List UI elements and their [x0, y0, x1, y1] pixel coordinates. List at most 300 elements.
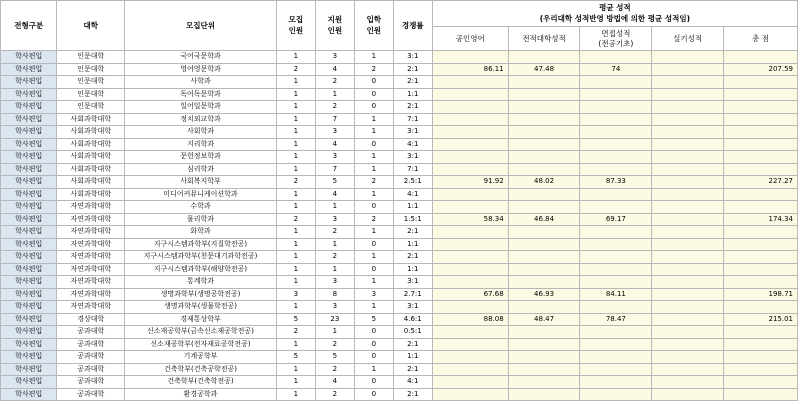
cell-unit: 건축학부(건축공학전공) [125, 363, 277, 376]
cell-type: 학사편입 [1, 376, 57, 389]
cell-quota: 1 [276, 101, 315, 114]
table-row [1, 263, 798, 276]
cell-interview: 78.47 [580, 313, 652, 326]
cell-college: 자연과학대학 [57, 301, 125, 314]
cell-college: 공과대학 [57, 363, 125, 376]
cell-college: 공과대학 [57, 388, 125, 401]
cell-interview [580, 238, 652, 251]
cell-english [432, 151, 508, 164]
cell-practical [652, 263, 724, 276]
cell-interview [580, 338, 652, 351]
cell-prev-gpa: 46.93 [508, 288, 580, 301]
cell-quota: 1 [276, 151, 315, 164]
cell-practical [652, 388, 724, 401]
cell-interview [580, 351, 652, 364]
table-row [1, 151, 798, 164]
table-row [1, 351, 798, 364]
header-admitted-line1: 입학 [366, 15, 382, 25]
cell-ratio: 3:1 [393, 276, 432, 289]
cell-prev-gpa [508, 138, 580, 151]
cell-unit: 신소재공학부(금속신소재공학전공) [125, 326, 277, 339]
cell-unit: 지구시스템과학부(지질학전공) [125, 238, 277, 251]
cell-prev-gpa [508, 338, 580, 351]
cell-practical [652, 226, 724, 239]
cell-type: 학사편입 [1, 351, 57, 364]
table-row [1, 188, 798, 201]
cell-quota: 1 [276, 113, 315, 126]
cell-total [724, 301, 798, 314]
cell-english [432, 263, 508, 276]
cell-practical [652, 238, 724, 251]
cell-interview [580, 388, 652, 401]
cell-interview: 74 [580, 63, 652, 76]
cell-college: 자연과학대학 [57, 213, 125, 226]
cell-quota: 1 [276, 376, 315, 389]
header-average-scores [432, 1, 797, 27]
cell-total [724, 338, 798, 351]
cell-quota: 1 [276, 388, 315, 401]
cell-ratio: 3:1 [393, 51, 432, 64]
cell-applicants: 1 [315, 201, 354, 214]
cell-total: 174.34 [724, 213, 798, 226]
cell-total [724, 163, 798, 176]
cell-prev-gpa [508, 88, 580, 101]
cell-total [724, 138, 798, 151]
cell-type: 학사편입 [1, 238, 57, 251]
cell-college: 인문대학 [57, 76, 125, 89]
cell-admitted: 1 [354, 51, 393, 64]
table-body [1, 51, 798, 401]
header-interview-line1: 면접성적 [601, 29, 631, 39]
cell-english [432, 101, 508, 114]
cell-type: 학사편입 [1, 313, 57, 326]
cell-type: 학사편입 [1, 176, 57, 189]
cell-applicants: 2 [315, 251, 354, 264]
cell-college: 사회과학대학 [57, 188, 125, 201]
cell-total [724, 101, 798, 114]
cell-college: 자연과학대학 [57, 238, 125, 251]
cell-type: 학사편입 [1, 201, 57, 214]
header-ratio: 경쟁률 [393, 1, 432, 51]
cell-practical [652, 326, 724, 339]
cell-type: 학사편입 [1, 226, 57, 239]
cell-interview [580, 113, 652, 126]
cell-quota: 1 [276, 301, 315, 314]
cell-applicants: 5 [315, 176, 354, 189]
cell-practical [652, 288, 724, 301]
cell-college: 사회과학대학 [57, 176, 125, 189]
cell-ratio: 1:1 [393, 88, 432, 101]
cell-english [432, 138, 508, 151]
cell-prev-gpa [508, 238, 580, 251]
cell-admitted: 0 [354, 101, 393, 114]
cell-type: 학사편입 [1, 101, 57, 114]
cell-total [724, 388, 798, 401]
cell-admitted: 2 [354, 63, 393, 76]
cell-quota: 2 [276, 326, 315, 339]
cell-ratio: 2:1 [393, 76, 432, 89]
header-quota [276, 1, 315, 51]
cell-unit: 환경공학과 [125, 388, 277, 401]
cell-unit: 지구시스템과학부(해양학전공) [125, 263, 277, 276]
cell-ratio: 1:1 [393, 201, 432, 214]
cell-admitted: 2 [354, 213, 393, 226]
header-interview-line2: (전공기초) [598, 38, 634, 48]
cell-applicants: 3 [315, 276, 354, 289]
cell-applicants: 4 [315, 376, 354, 389]
cell-total: 198.71 [724, 288, 798, 301]
cell-college: 인문대학 [57, 51, 125, 64]
cell-english [432, 238, 508, 251]
cell-applicants: 2 [315, 388, 354, 401]
cell-unit: 생명과학부(생물학전공) [125, 301, 277, 314]
cell-type: 학사편입 [1, 126, 57, 139]
cell-interview [580, 263, 652, 276]
cell-admitted: 0 [354, 326, 393, 339]
cell-admitted: 3 [354, 288, 393, 301]
cell-quota: 1 [276, 201, 315, 214]
cell-quota: 1 [276, 76, 315, 89]
header-applicants-line2: 인원 [327, 25, 343, 35]
cell-ratio: 1:1 [393, 263, 432, 276]
cell-admitted: 1 [354, 163, 393, 176]
cell-college: 자연과학대학 [57, 276, 125, 289]
cell-interview [580, 363, 652, 376]
header-admitted [354, 1, 393, 51]
cell-total [724, 238, 798, 251]
table-row [1, 238, 798, 251]
cell-ratio: 4.6:1 [393, 313, 432, 326]
table-row [1, 76, 798, 89]
cell-prev-gpa [508, 51, 580, 64]
cell-admitted: 1 [354, 151, 393, 164]
table-row [1, 113, 798, 126]
cell-quota: 1 [276, 88, 315, 101]
cell-total: 227.27 [724, 176, 798, 189]
cell-practical [652, 176, 724, 189]
cell-type: 학사편입 [1, 138, 57, 151]
cell-prev-gpa [508, 113, 580, 126]
cell-quota: 2 [276, 213, 315, 226]
cell-quota: 1 [276, 188, 315, 201]
cell-applicants: 2 [315, 363, 354, 376]
cell-admitted: 0 [354, 201, 393, 214]
cell-english [432, 338, 508, 351]
cell-english [432, 226, 508, 239]
cell-unit: 기계공학부 [125, 351, 277, 364]
cell-practical [652, 76, 724, 89]
cell-practical [652, 151, 724, 164]
cell-ratio: 2:1 [393, 251, 432, 264]
cell-ratio: 2.5:1 [393, 176, 432, 189]
cell-unit: 사학과 [125, 76, 277, 89]
cell-applicants: 2 [315, 338, 354, 351]
cell-prev-gpa [508, 126, 580, 139]
cell-type: 학사편입 [1, 276, 57, 289]
cell-practical [652, 213, 724, 226]
cell-college: 공과대학 [57, 326, 125, 339]
cell-practical [652, 301, 724, 314]
cell-english [432, 188, 508, 201]
cell-practical [652, 126, 724, 139]
cell-type: 학사편입 [1, 151, 57, 164]
cell-admitted: 0 [354, 76, 393, 89]
table-row [1, 226, 798, 239]
table-row [1, 126, 798, 139]
cell-admitted: 2 [354, 176, 393, 189]
cell-interview [580, 251, 652, 264]
cell-quota: 3 [276, 288, 315, 301]
cell-unit: 수학과 [125, 201, 277, 214]
cell-type: 학사편입 [1, 63, 57, 76]
cell-unit: 문헌정보학과 [125, 151, 277, 164]
cell-total [724, 226, 798, 239]
table-row [1, 338, 798, 351]
cell-unit: 미디어커뮤니케이션학과 [125, 188, 277, 201]
cell-ratio: 4:1 [393, 188, 432, 201]
cell-quota: 2 [276, 63, 315, 76]
cell-prev-gpa [508, 251, 580, 264]
cell-prev-gpa [508, 188, 580, 201]
table-row [1, 363, 798, 376]
cell-college: 공과대학 [57, 351, 125, 364]
cell-prev-gpa [508, 201, 580, 214]
cell-practical [652, 313, 724, 326]
cell-college: 사회과학대학 [57, 163, 125, 176]
cell-college: 공과대학 [57, 376, 125, 389]
cell-college: 인문대학 [57, 101, 125, 114]
cell-type: 학사편입 [1, 113, 57, 126]
header-quota-line1: 모집 [288, 15, 304, 25]
cell-interview [580, 76, 652, 89]
cell-applicants: 1 [315, 326, 354, 339]
cell-admitted: 1 [354, 126, 393, 139]
cell-college: 자연과학대학 [57, 201, 125, 214]
cell-ratio: 2:1 [393, 226, 432, 239]
cell-ratio: 2:1 [393, 63, 432, 76]
cell-english [432, 88, 508, 101]
cell-unit: 물리학과 [125, 213, 277, 226]
cell-interview: 87.33 [580, 176, 652, 189]
cell-ratio: 2:1 [393, 101, 432, 114]
cell-applicants: 5 [315, 351, 354, 364]
cell-college: 자연과학대학 [57, 263, 125, 276]
cell-ratio: 2:1 [393, 363, 432, 376]
cell-interview [580, 163, 652, 176]
cell-admitted: 0 [354, 263, 393, 276]
cell-type: 학사편입 [1, 163, 57, 176]
cell-unit: 생명과학부(생명공학전공) [125, 288, 277, 301]
cell-total [724, 326, 798, 339]
cell-practical [652, 188, 724, 201]
cell-practical [652, 351, 724, 364]
cell-english [432, 163, 508, 176]
cell-applicants: 23 [315, 313, 354, 326]
table-row [1, 288, 798, 301]
cell-applicants: 3 [315, 51, 354, 64]
cell-english [432, 113, 508, 126]
cell-prev-gpa [508, 351, 580, 364]
header-english: 공인영어 [432, 27, 508, 51]
table-row [1, 163, 798, 176]
cell-ratio: 1:1 [393, 238, 432, 251]
cell-quota: 1 [276, 276, 315, 289]
cell-total [724, 363, 798, 376]
cell-type: 학사편입 [1, 76, 57, 89]
cell-practical [652, 338, 724, 351]
cell-total [724, 76, 798, 89]
cell-quota: 1 [276, 138, 315, 151]
cell-english [432, 363, 508, 376]
table-row [1, 138, 798, 151]
cell-english: 58.34 [432, 213, 508, 226]
cell-unit: 사회복지학부 [125, 176, 277, 189]
cell-type: 학사편입 [1, 301, 57, 314]
cell-practical [652, 88, 724, 101]
cell-type: 학사편입 [1, 251, 57, 264]
cell-college: 사회과학대학 [57, 151, 125, 164]
cell-prev-gpa [508, 263, 580, 276]
cell-college: 사회과학대학 [57, 138, 125, 151]
cell-admitted: 0 [354, 376, 393, 389]
cell-total [724, 126, 798, 139]
cell-english: 67.68 [432, 288, 508, 301]
cell-quota: 1 [276, 238, 315, 251]
cell-unit: 사회학과 [125, 126, 277, 139]
header-quota-line2: 인원 [288, 25, 304, 35]
cell-unit: 국어국문학과 [125, 51, 277, 64]
cell-quota: 1 [276, 163, 315, 176]
cell-type: 학사편입 [1, 188, 57, 201]
cell-applicants: 7 [315, 113, 354, 126]
cell-ratio: 1:1 [393, 351, 432, 364]
cell-admitted: 1 [354, 301, 393, 314]
cell-total [724, 251, 798, 264]
cell-ratio: 1.5:1 [393, 213, 432, 226]
cell-interview [580, 51, 652, 64]
table-row [1, 376, 798, 389]
cell-applicants: 8 [315, 288, 354, 301]
table-row [1, 51, 798, 64]
cell-prev-gpa [508, 326, 580, 339]
table-row [1, 251, 798, 264]
cell-total [724, 188, 798, 201]
table-row [1, 88, 798, 101]
cell-college: 사회과학대학 [57, 113, 125, 126]
cell-english: 91.92 [432, 176, 508, 189]
cell-college: 자연과학대학 [57, 251, 125, 264]
table-row [1, 63, 798, 76]
cell-total [724, 88, 798, 101]
header-applicants [315, 1, 354, 51]
cell-english: 86.11 [432, 63, 508, 76]
cell-type: 학사편입 [1, 88, 57, 101]
cell-quota: 5 [276, 313, 315, 326]
cell-interview [580, 88, 652, 101]
cell-prev-gpa [508, 276, 580, 289]
table-row [1, 176, 798, 189]
cell-interview [580, 326, 652, 339]
cell-total: 207.59 [724, 63, 798, 76]
cell-applicants: 2 [315, 101, 354, 114]
cell-type: 학사편입 [1, 51, 57, 64]
cell-prev-gpa [508, 163, 580, 176]
cell-ratio: 7:1 [393, 163, 432, 176]
table-row [1, 276, 798, 289]
cell-unit: 화학과 [125, 226, 277, 239]
cell-practical [652, 51, 724, 64]
cell-type: 학사편입 [1, 388, 57, 401]
cell-english: 88.08 [432, 313, 508, 326]
cell-ratio: 2:1 [393, 388, 432, 401]
cell-english [432, 326, 508, 339]
cell-practical [652, 201, 724, 214]
cell-quota: 1 [276, 338, 315, 351]
header-applicants-line1: 지원 [327, 15, 343, 25]
cell-practical [652, 138, 724, 151]
cell-total [724, 113, 798, 126]
cell-total [724, 351, 798, 364]
cell-prev-gpa [508, 101, 580, 114]
cell-type: 학사편입 [1, 326, 57, 339]
cell-ratio: 3:1 [393, 301, 432, 314]
cell-ratio: 2.7:1 [393, 288, 432, 301]
cell-total [724, 51, 798, 64]
cell-english [432, 376, 508, 389]
cell-ratio: 0.5:1 [393, 326, 432, 339]
cell-total [724, 276, 798, 289]
cell-applicants: 1 [315, 263, 354, 276]
cell-ratio: 3:1 [393, 126, 432, 139]
cell-college: 자연과학대학 [57, 226, 125, 239]
cell-prev-gpa [508, 226, 580, 239]
cell-applicants: 3 [315, 213, 354, 226]
cell-english [432, 201, 508, 214]
cell-total: 215.01 [724, 313, 798, 326]
cell-applicants: 4 [315, 63, 354, 76]
cell-interview [580, 188, 652, 201]
cell-applicants: 1 [315, 88, 354, 101]
cell-college: 인문대학 [57, 63, 125, 76]
cell-interview [580, 376, 652, 389]
cell-total [724, 151, 798, 164]
cell-total [724, 201, 798, 214]
cell-practical [652, 251, 724, 264]
cell-prev-gpa [508, 151, 580, 164]
cell-admitted: 0 [354, 338, 393, 351]
cell-prev-gpa: 48.47 [508, 313, 580, 326]
cell-unit: 지리학과 [125, 138, 277, 151]
header-unit: 모집단위 [125, 1, 277, 51]
cell-type: 학사편입 [1, 338, 57, 351]
cell-english [432, 388, 508, 401]
cell-applicants: 2 [315, 226, 354, 239]
cell-admitted: 1 [354, 363, 393, 376]
cell-interview [580, 101, 652, 114]
cell-interview [580, 138, 652, 151]
cell-interview [580, 301, 652, 314]
cell-applicants: 3 [315, 301, 354, 314]
cell-type: 학사편입 [1, 363, 57, 376]
cell-applicants: 7 [315, 163, 354, 176]
cell-ratio: 4:1 [393, 138, 432, 151]
cell-unit: 신소재공학부(전자재료공학전공) [125, 338, 277, 351]
cell-ratio: 2:1 [393, 338, 432, 351]
cell-practical [652, 163, 724, 176]
cell-interview: 69.17 [580, 213, 652, 226]
cell-college: 사회과학대학 [57, 126, 125, 139]
cell-admitted: 0 [354, 388, 393, 401]
